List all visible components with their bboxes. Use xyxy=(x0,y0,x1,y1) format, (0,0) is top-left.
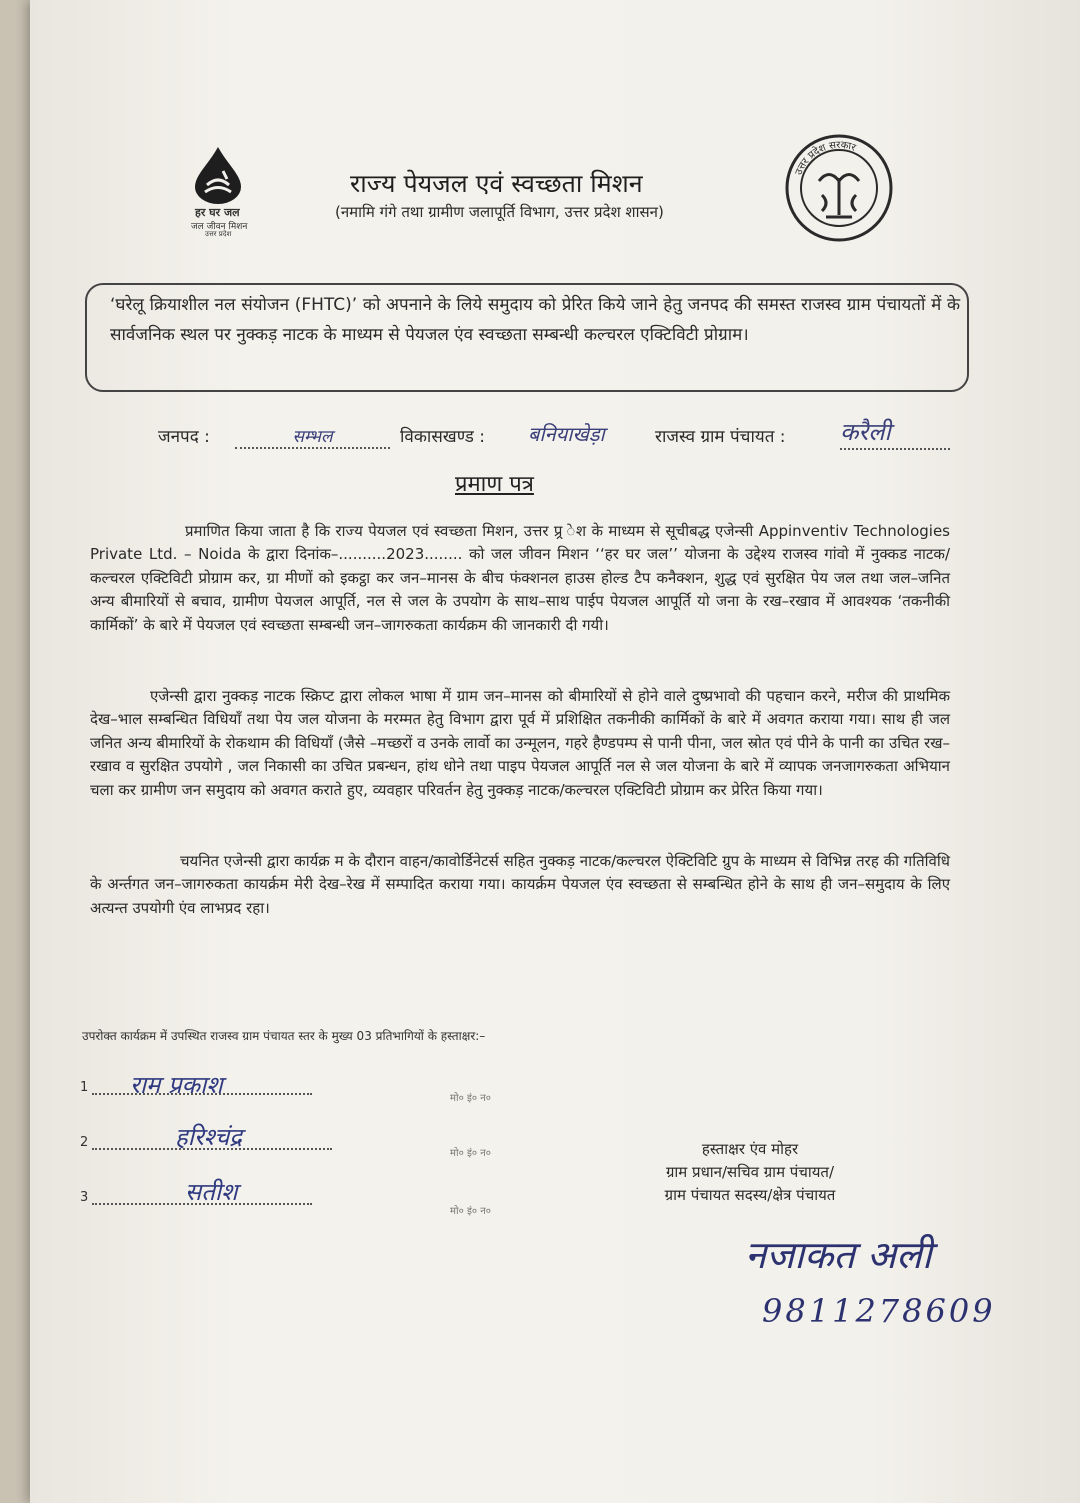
janpad-value: सम्भल xyxy=(292,427,333,447)
gram-panchayat-value: करैली xyxy=(840,415,950,450)
up-government-emblem xyxy=(784,133,894,243)
gram-panchayat-label: राजस्व ग्राम पंचायत : xyxy=(655,427,786,447)
participant-signature-1: राम प्रकाश xyxy=(130,1071,223,1099)
emblem-text: उत्तर प्रदेश सरकार xyxy=(793,139,858,177)
logo-line-3: उत्तर प्रदेश xyxy=(205,230,232,238)
stamp-line-2: ग्राम प्रधान/सचिव ग्राम पंचायत/ xyxy=(665,1163,835,1181)
participant-note-3: मो० इं० न० xyxy=(450,1206,491,1217)
water-drop-icon xyxy=(183,145,253,205)
page-title: राज्य पेयजल एवं स्वच्छता मिशन xyxy=(350,169,643,198)
handwritten-phone: 9811278609 xyxy=(762,1292,996,1330)
signature-stamp-block xyxy=(630,1138,870,1207)
page-subtitle: (नमामि गंगे तथा ग्रामीण जलापूर्ति विभाग, उत्तर प्रदेश शासन) xyxy=(335,203,664,221)
janpad-label: जनपद : xyxy=(158,427,210,447)
participant-note-1: मो० इं० न० xyxy=(450,1093,491,1104)
svg-text:उत्तर प्रदेश सरकार xyxy=(793,140,857,177)
logo-line-2: जल जीवन मिशन xyxy=(191,222,248,232)
janpad-field xyxy=(235,424,390,449)
participant-signature-2: हरिश्चंद्र xyxy=(175,1123,242,1151)
paragraph-3 xyxy=(90,850,950,920)
handwritten-name: नजाकत अली xyxy=(745,1233,932,1277)
participant-num-3: 3 xyxy=(80,1190,89,1205)
vikaskhand-value: बनियाखेड़ा xyxy=(528,422,605,446)
participant-note-2: मो० इं० न० xyxy=(450,1148,491,1159)
paragraph-2-text: एजेन्सी द्वारा नुक्कड़ नाटक स्क्रिप्ट द्वारा लोकल भाषा में ग्राम जन–मानस को बीमारियों से होने वाले दुष्प्रभावो की पहचान करने, मरीज की प्राथमिक देख–भाल सम्बन्धित विधियाँ तथा पेय जल योजना के मरम्मत हेतु विभाग द्वारा पूर्व में प्रशिक्षित तकनीकी कार्मिकों के बारे में अवगत कराया गया। साथ ही जल जनित अन्य बीमारियों के रोकथाम की विधियाँ (जैसे –मच्छरों व उनके लार्वो का उन्मूलन, गहरे हैण्डपम्प से पानी पीना, जल स्रोत एवं पीने के पानी का उचित रख–रखाव व सुरक्षित उपयोगे , जल निकासी का उचित प्रबन्धन, हांथ धोने तथा पाइप पेयजल आपूर्ति नल से जल योजना के बारे में व्यापक जनजागरुकता अभियान चला कर ग्रामीण जन समुदाय को अवगत कराते हुए, व्यवहार परिवर्तन हेतु नुक्कड़ नाटक/कल्चरल एक्टिविटी प्रोग्राम कर प्रेरित किया गया। xyxy=(90,687,950,799)
vikaskhand-label: विकासखण्ड : xyxy=(400,427,486,447)
certificate-title: प्रमाण पत्र xyxy=(455,472,534,497)
paragraph-1-text: प्रमाणित किया जाता है कि राज्य पेयजल एवं स्वच्छता मिशन, उत्तर प्र्र ेश के माध्यम से सूचीबद्ध एजेन्सी Appinventiv Technologies Private Ltd. – Noida के द्वारा दिनांक–..........2023........ को जल जीवन मिशन ‘‘हर घर जल’’ योजना के उद्देश्य राजस्व गांवो में नुक्कड नाटक/कल्चरल एक्टिविटी प्रोग्राम कर, ग्रा मीणों को इकट्ठा कर जन–मानस के बीच फंक्शनल हाउस होल्ड टैप कनैक्शन, शुद्ध एवं सुरक्षित पेय जल तथा जल–जनित अन्य बीमारियों से बचाव, ग्रामीण पेयजल आपूर्ति, नल से जल के उपयोग के साथ–साथ पाईप पेयजल आपूर्ति यो जना के रख–रखाव में आवश्यक ‘तकनीकी कार्मिकों’ के बारे में पेयजल एवं स्वच्छता सम्बन्धी जन–जागरुकता कार्यक्रम की जानकारी दी गयी। xyxy=(90,522,950,634)
har-ghar-jal-logo xyxy=(165,145,265,240)
participants-intro: उपरोक्त कार्यक्रम में उपस्थित राजस्व ग्राम पंचायत स्तर के मुख्य 03 प्रतिभागियों के हस्ताक्षर:– xyxy=(82,1029,486,1043)
topic-text: ‘घरेलू क्रियाशील नल संयोजन (FHTC)’ को अपनाने के लिये समुदाय को प्रेरित किये जाने हेतु जनपद की समस्त राजस्व ग्राम पंचायतों में के सार्वजनिक स्थल पर नुक्कड़ नाटक के माध्यम से पेयजल एंव स्वच्छता सम्बन्धी कल्चरल एक्टिविटी प्रोग्राम। xyxy=(110,295,960,345)
stamp-line-1: हस्ताक्षर एंव मोहर xyxy=(701,1140,799,1158)
paragraph-3-text: चयनित एजेन्सी द्वारा कार्यक्र म के दौरान वाहन/कावोर्डिनेटर्स सहित नुक्कड़ नाटक/कल्चरल ऐक्टिविटि ग्रुप के माध्यम से विभिन्न तरह की गतिविधि के अर्न्तगत जन–जागरुकता कायर्क्रम मेरी देख–रेख में सम्पादित कराया गया। कायर्क्रम पेयजल एंव स्वच्छता से सम्बन्धित होने के साथ ही जन–समुदाय के लिए अत्यन्त उपयोगी एंव लाभप्रद रहा। xyxy=(90,852,950,917)
paragraph-2 xyxy=(90,685,950,802)
participant-num-2: 2 xyxy=(80,1135,89,1150)
paragraph-1 xyxy=(90,520,950,637)
stamp-line-3: ग्राम पंचायत सदस्य/क्षेत्र पंचायत xyxy=(664,1186,836,1204)
logo-line-1: हर घर जल xyxy=(195,206,240,219)
participant-signature-3: सतीश xyxy=(185,1178,238,1206)
gram-panchayat-field xyxy=(840,415,950,450)
participant-num-1: 1 xyxy=(80,1080,89,1095)
